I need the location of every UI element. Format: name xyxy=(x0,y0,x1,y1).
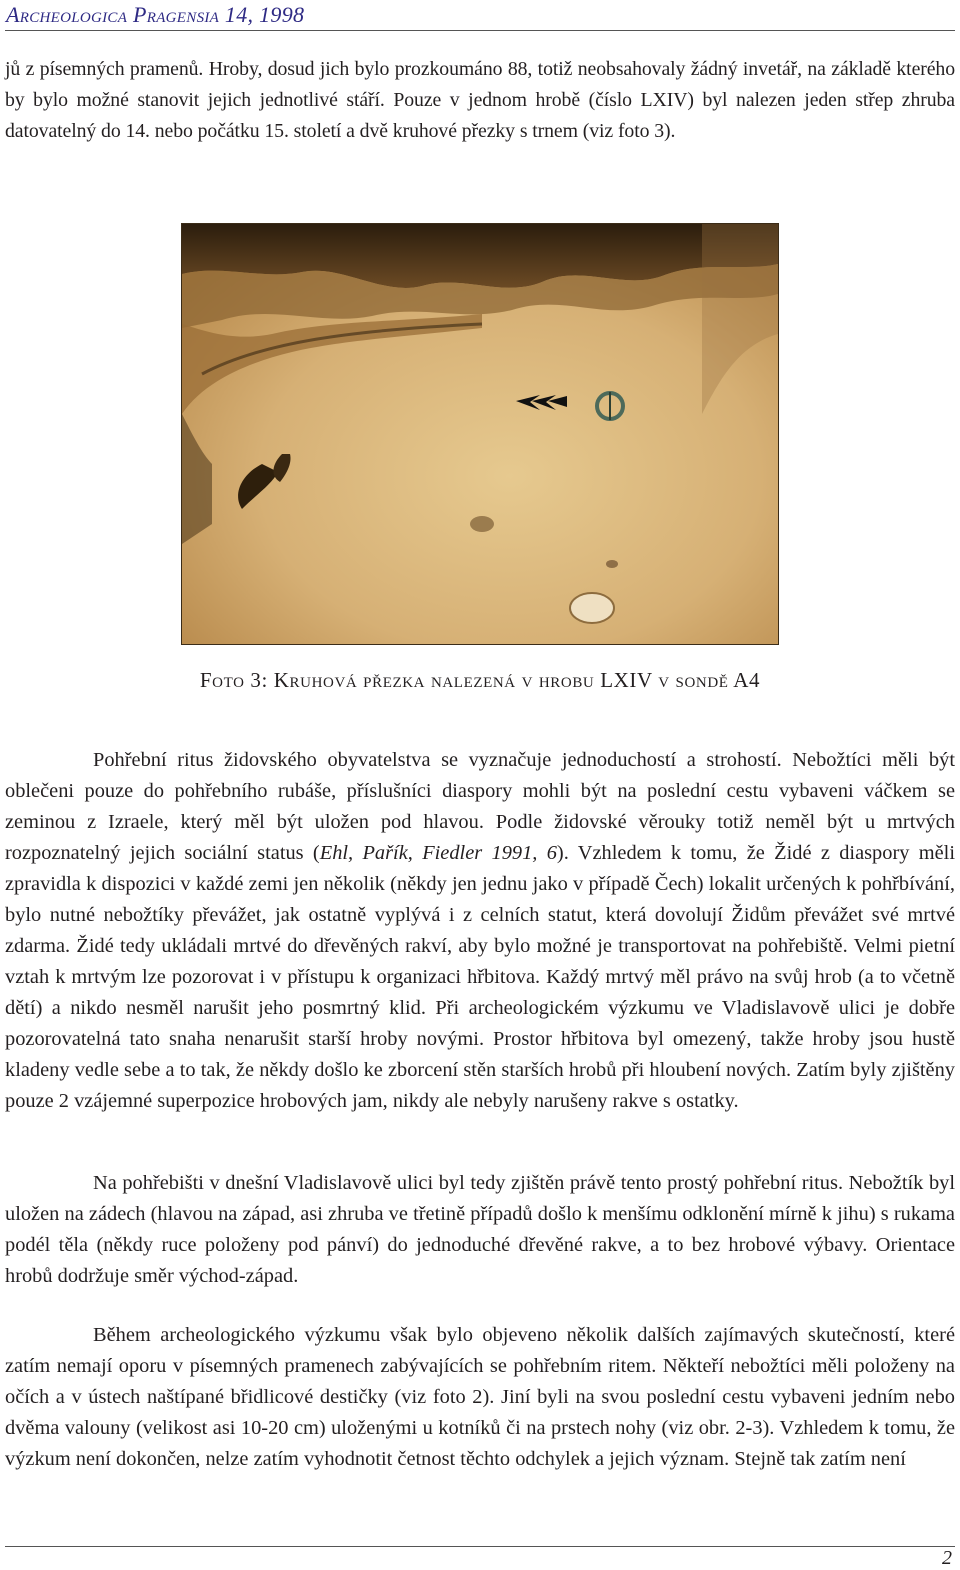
p1-text-a: Pohřební ritus židovského obyvatelstva se vyznačuje jednoduchostí a strohostí. Nebožtíci měli být oblečeni pouze do pohřebního rubáše, příslušníci diaspory mohli být na poslední cestu vybaveni váčkem se zeminou z Izraele, který měl být uložen pod hlavou. Podle židovské věrouky totiž neměl být u mrtvých rozpoznatelný jejich sociální status ( xyxy=(5,749,955,864)
figure-photo xyxy=(181,223,779,645)
footer-rule xyxy=(5,1546,955,1547)
running-header xyxy=(5,0,955,31)
page-number: 2 xyxy=(942,1547,952,1569)
body-paragraph-vyzkum: Během archeologického výzkumu však bylo objeveno několik dalších zajímavých skutečností, které zatím nemají oporu v písemných pramenech zabývajících se pohřebním ritem. Někteří nebožtíci měli položeny na očích a v ústech naštípané břidlicové destičky (viz foto 2). Jiní byli na svou poslední cestu vybaveni jedním nebo dvěma valouny (velikost asi 10-20 cm) uloženými u kotníků či na prstech nohy (viz obr. 2-3). Vzhledem k tomu, že výzkum není dokončen, nelze zatím vyhodnotit četnost těchto odchylek a jejich význam. Stejně tak zatím není xyxy=(5,1324,955,1470)
intro-paragraph: jů z písemných pramenů. Hroby, dosud jich bylo prozkoumáno 88, totiž neobsahovaly žádný invetář, na základě kterého by bylo možné stanovit jejich jednotlivé stáří. Pouze v jednom hrobě (číslo LXIV) byl nalezen jeden střep zhruba datovatelný do 14. nebo počátku 15. století a dvě kruhové přezky s trnem (viz foto 3). xyxy=(5,58,955,142)
body-paragraph-ritus xyxy=(5,745,955,1117)
figure-caption: Foto 3: Kruhová přezka nalezená v hrobu LXIV v sondě A4 xyxy=(199,668,761,692)
citation: Ehl, Pařík, Fiedler 1991, 6 xyxy=(319,842,557,864)
journal-title: Archeologica Pragensia 14, 1998 xyxy=(6,2,305,27)
body-paragraph-vladislavova: Na pohřebišti v dnešní Vladislavově ulici byl tedy zjištěn právě tento prostý pohřební ritus. Nebožtík byl uložen na zádech (hlavou na západ, asi zhruba ve třetině případů došlo k menšímu odklonění mírně k jihu) s rukama podél těla (někdy ruce položeny pod pánví) do jednoduché dřevěné rakve, a to bez hrobové výbavy. Orientace hrobů dodržuje směr východ-západ. xyxy=(5,1172,955,1287)
p1-text-b: ). Vzhledem k tomu, že Židé z diaspory měli zpravidla k dispozici v každé zemi jen několik (někdy jen jednu jako v případě Čech) lokalit určených k pohřbívání, bylo nutné nebožtíky převážet, jak ostatně vyplývá i z celních statut, která dovolují Židům převážet své mrtvé zdarma. Židé tedy ukládali mrtvé do dřevěných rakví, aby bylo možné je transportovat na pohřebiště. Velmi pietní vztah k mrtvým lze pozorovat i v přístupu k organizaci hřbitova. Každý mrtvý měl právo na svůj hrob (a to včetně dětí) a nikdo nesměl narušit jeho posmrtný klid. Při archeologickém výzkumu ve Vladislavově ulici je dobře pozorovatelná tato snaha nenarušit starší hroby novými. Prostor hřbitova byl omezený, takže hroby jsou hustě kladeny vedle sebe a to tak, že někdy došlo ke zborcení stěn starších hrobů při hloubení nových. Zatím byly zjištěny pouze 2 vzájemné superpozice hrobových jam, nikdy ale nebyly narušeny rakve s ostatky. xyxy=(5,842,955,1112)
excavation-photo-image xyxy=(182,224,778,644)
